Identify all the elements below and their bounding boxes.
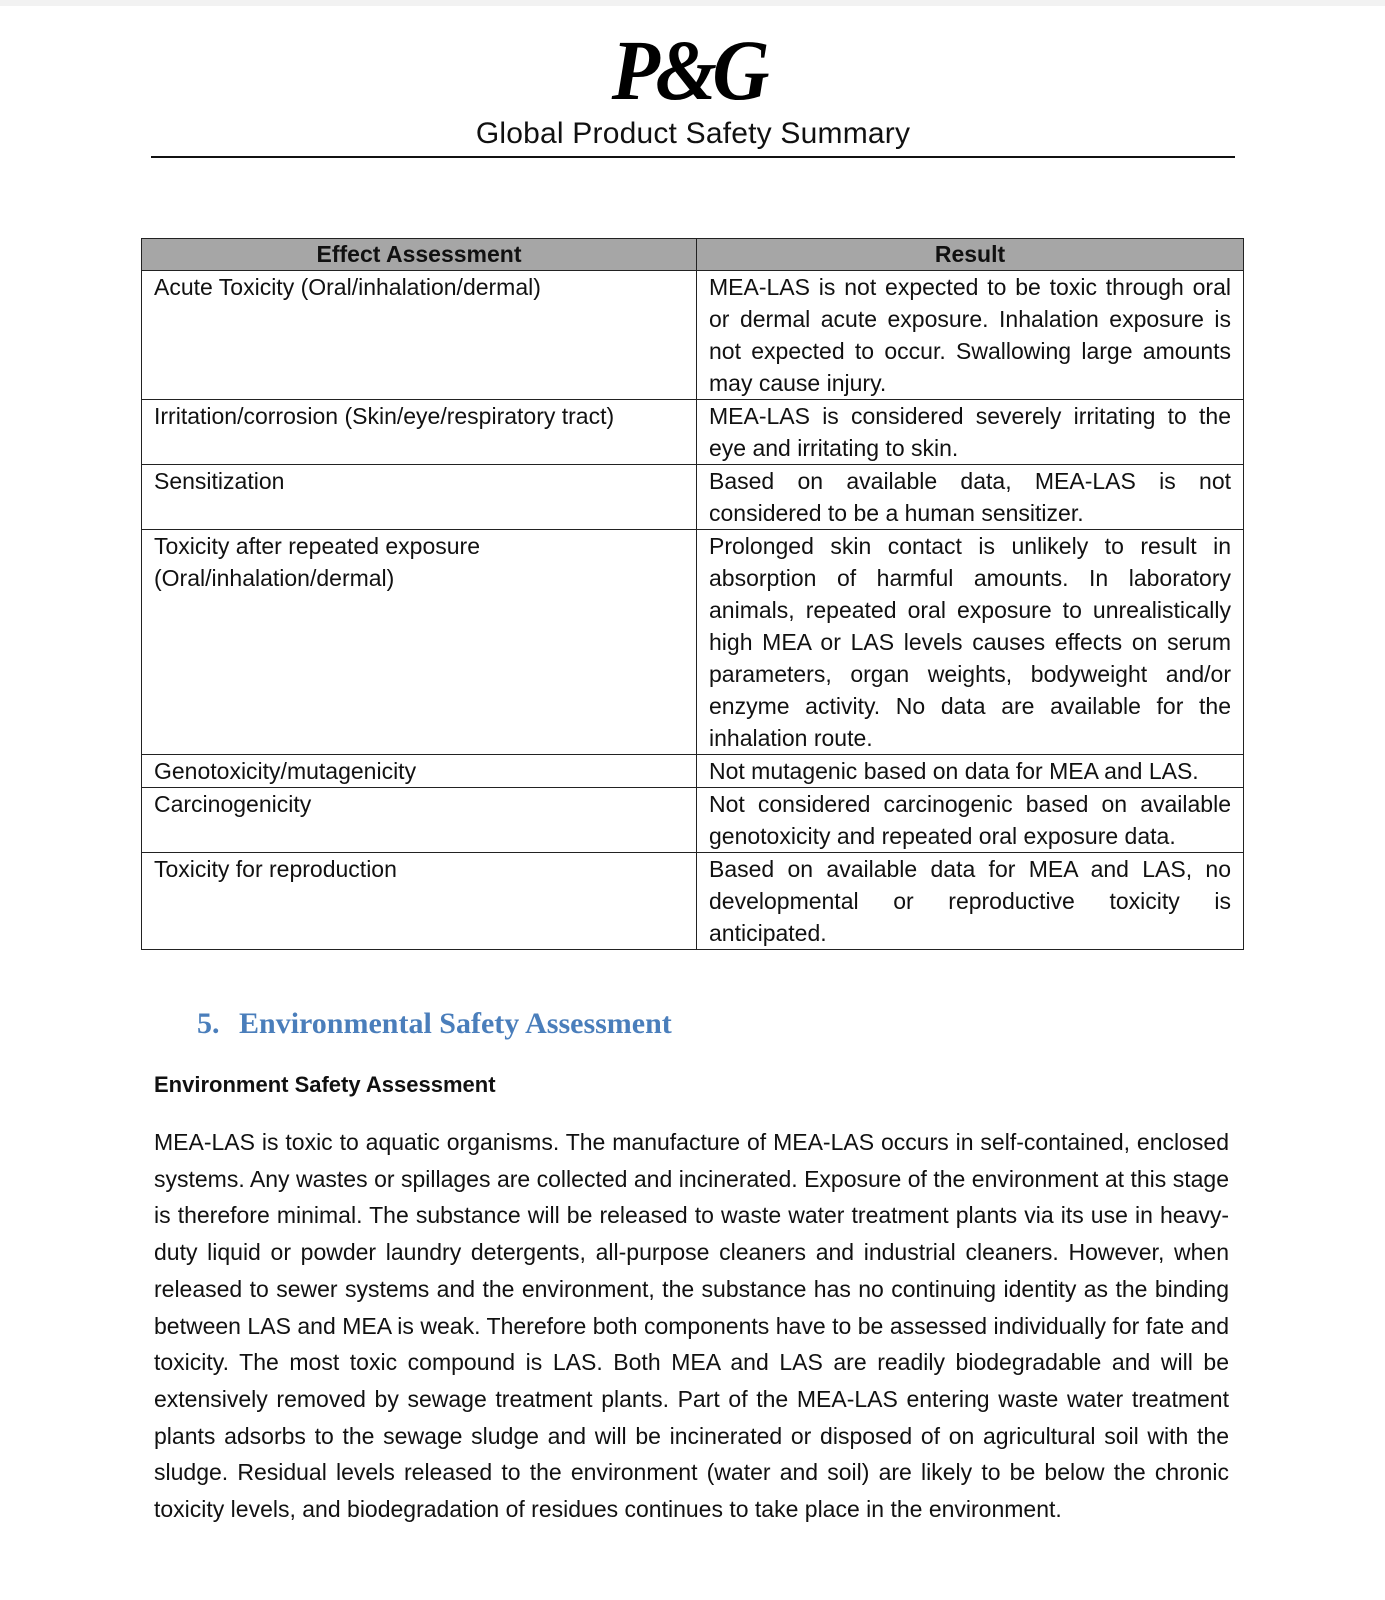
result-cell: Based on available data, MEA-LAS is not considered to be a human sensitizer. <box>697 465 1244 530</box>
header-divider <box>151 156 1235 158</box>
section-number: 5. <box>197 1007 220 1040</box>
effect-cell: Toxicity for reproduction <box>142 853 697 950</box>
table-row <box>142 530 1244 755</box>
table-row <box>142 755 1244 788</box>
result-cell: MEA-LAS is considered severely irritating to the eye and irritating to skin. <box>697 400 1244 465</box>
table-row <box>142 400 1244 465</box>
effect-cell: Sensitization <box>142 465 697 530</box>
column-header-effect: Effect Assessment <box>142 239 697 271</box>
result-cell: MEA-LAS is not expected to be toxic through oral or dermal acute exposure. Inhalation exposure is not expected to occur. Swallowing large amounts may cause injury. <box>697 271 1244 400</box>
effect-cell: Irritation/corrosion (Skin/eye/respiratory tract) <box>142 400 697 465</box>
subsection-heading: Environment Safety Assessment <box>154 1072 496 1097</box>
effect-cell: Carcinogenicity <box>142 788 697 853</box>
effect-cell: Acute Toxicity (Oral/inhalation/dermal) <box>142 271 697 400</box>
result-cell: Prolonged skin contact is unlikely to result in absorption of harmful amounts. In laboratory animals, repeated oral exposure to unrealistically high MEA or LAS levels causes effects on serum parameters, organ weights, bodyweight and/or enzyme activity. No data are available for the inhalation route. <box>697 530 1244 755</box>
section-title: Environmental Safety Assessment <box>239 1007 672 1040</box>
table-row <box>142 788 1244 853</box>
environment-assessment-paragraph: MEA-LAS is toxic to aquatic organisms. The manufacture of MEA-LAS occurs in self-contained, enclosed systems. Any wastes or spillages are collected and incinerated. Exposure of the environment at this stage is therefore minimal. The substance will be released to waste water treatment plants via its use in heavy-duty liquid or powder laundry detergents, all-purpose cleaners and industrial cleaners. However, when released to sewer systems and the environment, the substance has no continuing identity as the binding between LAS and MEA is weak. Therefore both components have to be assessed individually for fate and toxicity. The most toxic compound is LAS. Both MEA and LAS are readily biodegradable and will be extensively removed by sewage treatment plants. Part of the MEA-LAS entering waste water treatment plants adsorbs to the sewage sludge and will be incinerated or disposed of on agricultural soil with the sludge. Residual levels released to the environment (water and soil) are likely to be below the chronic toxicity levels, and biodegradation of residues continues to take place in the environment. <box>154 1129 1229 1523</box>
table-row <box>142 853 1244 950</box>
pg-logo: P&G <box>611 22 765 118</box>
page-top-edge <box>0 0 1385 6</box>
result-cell: Based on available data for MEA and LAS, no developmental or reproductive toxicity is anticipated. <box>697 853 1244 950</box>
result-cell: Not considered carcinogenic based on available genotoxicity and repeated oral exposure data. <box>697 788 1244 853</box>
effect-assessment-table <box>141 238 1244 950</box>
column-header-result: Result <box>697 239 1244 271</box>
effect-cell-line: Toxicity after repeated exposure <box>154 533 481 559</box>
section-heading <box>197 1004 672 1044</box>
table-row <box>142 271 1244 400</box>
document-header <box>151 22 1235 152</box>
effect-cell: Genotoxicity/mutagenicity <box>142 755 697 788</box>
result-cell: Not mutagenic based on data for MEA and LAS. <box>697 755 1244 788</box>
table-header-row <box>142 239 1244 271</box>
table-row <box>142 465 1244 530</box>
effect-cell <box>142 530 697 755</box>
document-title: Global Product Safety Summary <box>475 117 911 150</box>
effect-cell-line: (Oral/inhalation/dermal) <box>154 565 395 591</box>
